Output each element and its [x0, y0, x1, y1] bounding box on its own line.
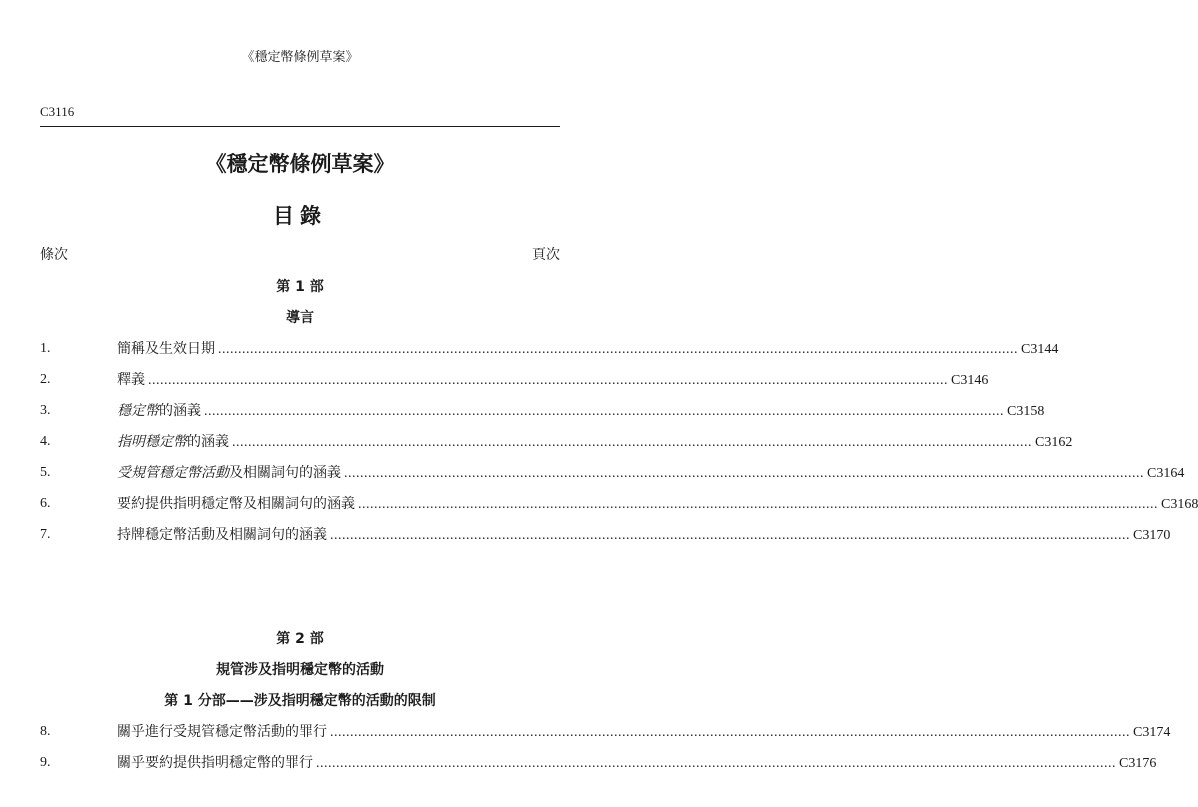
- toc-entry-page: C3170: [1133, 528, 1171, 543]
- dot-leader: ........................................................................................................................................................................................................: [358, 497, 1158, 512]
- toc-entry-number: 3.: [40, 403, 51, 418]
- toc-entry-line: [117, 525, 1171, 546]
- toc-entry-number: 6.: [40, 496, 51, 511]
- toc-entry-title: 指明穩定幣: [117, 434, 187, 450]
- toc-entry: [40, 463, 1185, 483]
- toc-entry-page: C3168: [1161, 497, 1198, 512]
- toc-entry-line: [117, 370, 989, 391]
- toc-entry-line: [117, 432, 1073, 453]
- toc-entry-number: 7.: [40, 527, 51, 542]
- part2-heading: 第 2 部: [276, 631, 324, 647]
- toc-entry-line: [117, 401, 1045, 422]
- toc-entry-page: C3144: [1021, 342, 1059, 357]
- toc-entry-page: C3174: [1133, 725, 1171, 740]
- dot-leader: ........................................................................................................................................................................................................: [344, 466, 1144, 481]
- toc-entry: [40, 753, 1157, 773]
- toc-entry: [40, 494, 1198, 514]
- dot-leader: ........................................................................................................................................................................................................: [330, 725, 1130, 740]
- toc-entry-title: 簡稱及生效日期: [117, 341, 215, 357]
- toc-entry-title: 關乎進行受規管穩定幣活動的罪行: [117, 724, 327, 740]
- toc-entry-line: [117, 463, 1185, 484]
- document-title: 《穩定幣條例草案》: [205, 152, 395, 176]
- toc-entry-page: C3162: [1035, 435, 1073, 450]
- toc-entry-number: 4.: [40, 434, 51, 449]
- toc-entry-title: 持牌穩定幣活動及相關詞句的涵義: [117, 527, 327, 543]
- toc-entry-page: C3158: [1007, 404, 1045, 419]
- page-column-header: 頁次: [532, 247, 560, 263]
- header-rule: [40, 126, 560, 127]
- toc-entry-page: C3164: [1147, 466, 1185, 481]
- toc-entry-number: 5.: [40, 465, 51, 480]
- toc-entry: [40, 370, 989, 390]
- toc-entry: [40, 401, 1045, 421]
- toc-entry-line: [117, 494, 1198, 515]
- toc-entry-line: [117, 753, 1157, 774]
- toc-entry: [40, 722, 1171, 742]
- toc-entry-number: 2.: [40, 372, 51, 387]
- toc-entry-number: 1.: [40, 341, 51, 356]
- toc-entry-number: 8.: [40, 724, 51, 739]
- section-column-header: 條次: [40, 247, 68, 263]
- page-code: C3116: [40, 104, 75, 119]
- toc-entry-title: 關乎要約提供指明穩定幣的罪行: [117, 755, 313, 771]
- part1-subheading: 導言: [286, 310, 314, 326]
- dot-leader: ........................................................................................................................................................................................................: [148, 373, 948, 388]
- toc-entry-line: [117, 339, 1059, 360]
- running-header: 《穩定幣條例草案》: [241, 50, 359, 65]
- dot-leader: ........................................................................................................................................................................................................: [330, 528, 1130, 543]
- toc-entry-page: C3176: [1119, 756, 1157, 771]
- part2-subheading: 規管涉及指明穩定幣的活動: [216, 662, 384, 678]
- toc-entry-number: 9.: [40, 755, 51, 770]
- dot-leader: ........................................................................................................................................................................................................: [204, 404, 1004, 419]
- toc-entry-title: 的涵義: [159, 403, 201, 419]
- toc-entry-title: 釋義: [117, 372, 145, 388]
- toc-entry-title: 及相關詞句的涵義: [229, 465, 341, 481]
- toc-entry-title: 要約提供指明穩定幣及相關詞句的涵義: [117, 496, 355, 512]
- toc-entry-title: 受規管穩定幣活動: [117, 465, 229, 481]
- dot-leader: ........................................................................................................................................................................................................: [316, 756, 1116, 771]
- toc-entry-page: C3146: [951, 373, 989, 388]
- toc-entry: [40, 432, 1073, 452]
- toc-entry: [40, 525, 1171, 545]
- toc-title: 目錄: [273, 204, 327, 228]
- toc-entry-line: [117, 722, 1171, 743]
- dot-leader: ........................................................................................................................................................................................................: [232, 435, 1032, 450]
- toc-entry: [40, 339, 1059, 359]
- toc-entry-title: 的涵義: [187, 434, 229, 450]
- dot-leader: ........................................................................................................................................................................................................: [218, 342, 1018, 357]
- toc-entry-title: 穩定幣: [117, 403, 159, 419]
- part2-division-heading: 第 1 分部——涉及指明穩定幣的活動的限制: [164, 693, 436, 709]
- part1-heading: 第 1 部: [276, 279, 324, 295]
